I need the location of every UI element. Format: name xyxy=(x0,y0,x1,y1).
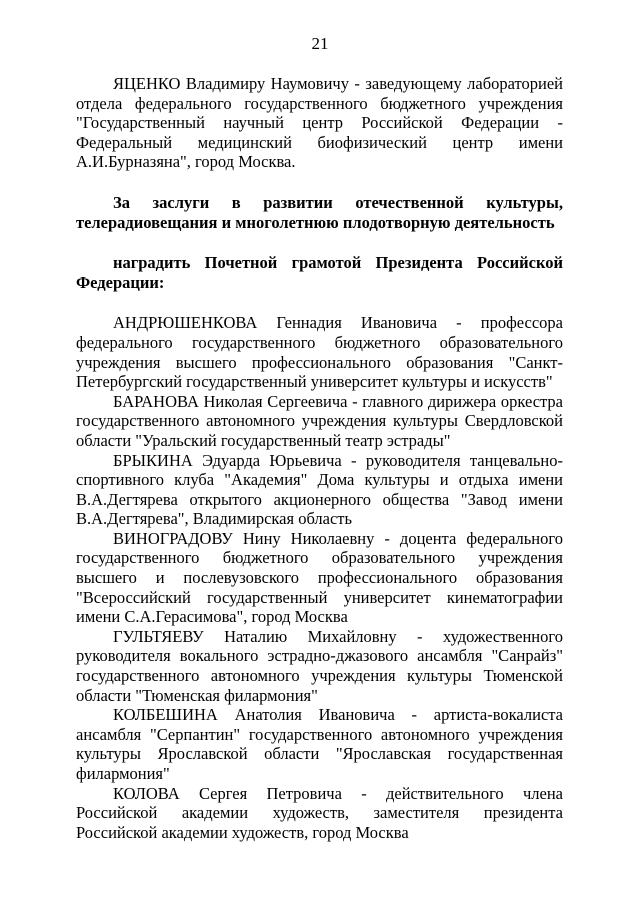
recipient-entry: КОЛБЕШИНА Анатолия Ивановича - артиста-вокалиста ансамбля "Серпантин" государственного автономного учреждения культуры Ярославской области "Ярославская государственная филармония" xyxy=(76,705,563,783)
recipient-list xyxy=(76,313,563,842)
recipient-entry: КОЛОВА Сергея Петровича - действительного члена Российской академии художеств, заместителя президента Российской академии художеств, город Москва xyxy=(76,783,563,842)
intro-entry: ЯЦЕНКО Владимиру Наумовичу - заведующему лабораторией отдела федерального государственного бюджетного учреждения "Государственный научный центр Российской Федерации - Федеральный медицинский биофизический центр имени А.И.Бурназяна", город Москва. xyxy=(76,74,563,172)
recipient-entry: ВИНОГРАДОВУ Нину Николаевну - доцента федерального государственного бюджетного образовательного учреждения высшего и послевузовского профессионального образования "Всероссийский государственный университет кинематографии имени С.А.Герасимова", город Москва xyxy=(76,528,563,627)
recipient-entry: БАРАНОВА Николая Сергеевича - главного дирижера оркестра государственного автономного учреждения культуры Свердловской области "Уральский государственный театр эстрады" xyxy=(76,391,563,450)
recipient-entry: БРЫКИНА Эдуарда Юрьевича - руководителя танцевально-спортивного клуба "Академия" Дома культуры и отдыха имени В.А.Дегтярева открытого акционерного общества "Завод имени В.А.Дегтярева", Владимирская область xyxy=(76,450,563,529)
recipient-entry: АНДРЮШЕНКОВА Геннадия Ивановича - профессора федерального государственного бюджетного образовательного учреждения высшего профессионального образования "Санкт-Петербургский государственный университет культуры и искусств" xyxy=(76,313,563,392)
page-number: 21 xyxy=(311,34,329,53)
section-heading: За заслуги в развитии отечественной культуры, телерадиовещания и многолетнюю плодотворную деятельность xyxy=(76,192,563,232)
recipient-entry: ГУЛЬТЯЕВУ Наталию Михайловну - художественного руководителя вокального эстрадно-джазового ансамбля "Санрайз" государственного автономного учреждения культуры Тюменской области "Тюменская филармония" xyxy=(76,626,563,705)
award-heading: наградить Почетной грамотой Президента Российской Федерации: xyxy=(76,253,563,292)
document-body xyxy=(76,74,563,842)
